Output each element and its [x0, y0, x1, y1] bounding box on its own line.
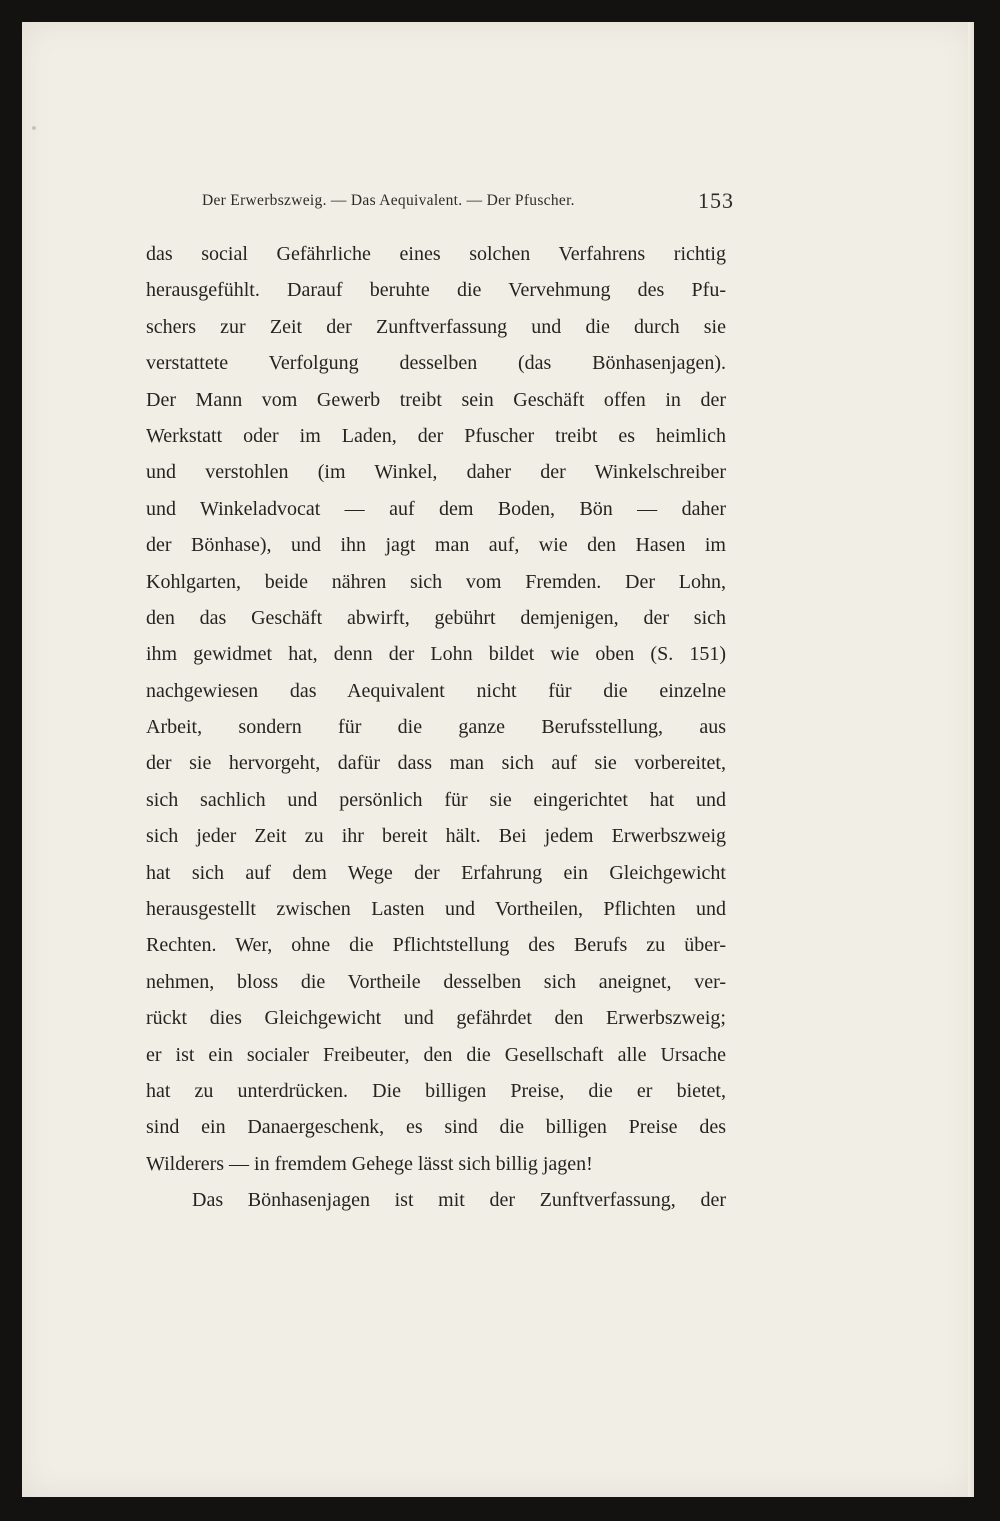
text-line: Wilderers — in fremdem Gehege lässt sich billig jagen! [146, 1152, 593, 1175]
text-line: den das Geschäft abwirft, gebührt demjenigen, der sich [146, 606, 726, 629]
paper-speck [32, 126, 36, 130]
text-line: herausgestellt zwischen Lasten und Vortheilen, Pflichten und [146, 898, 726, 921]
text-line: das social Gefährliche eines solchen Verfahrens richtig [146, 243, 726, 265]
page-number: 153 [698, 188, 734, 213]
body-text [146, 236, 726, 1219]
text-line: rückt dies Gleichgewicht und gefährdet den Erwerbszweig; [146, 1007, 726, 1030]
running-head [202, 188, 734, 216]
text-line: nachgewiesen das Aequivalent nicht für die einzelne [146, 679, 726, 702]
text-line: sich sachlich und persönlich für sie eingerichtet hat und [146, 788, 726, 811]
text-line: schers zur Zeit der Zunftverfassung und die durch sie [146, 315, 726, 338]
text-line: sich jeder Zeit zu ihr bereit hält. Bei jedem Erwerbszweig [146, 825, 726, 848]
text-line: der sie hervorgeht, dafür dass man sich auf sie vorbereitet, [146, 752, 726, 775]
text-line: hat zu unterdrücken. Die billigen Preise, die er bietet, [146, 1079, 726, 1102]
text-line: und verstohlen (im Winkel, daher der Winkelschreiber [146, 461, 726, 484]
text-line: nehmen, bloss die Vortheile desselben sich aneignet, ver- [146, 970, 726, 993]
text-line: Arbeit, sondern für die ganze Berufsstellung, aus [146, 716, 726, 739]
text-line: der Bönhase), und ihn jagt man auf, wie den Hasen im [146, 534, 726, 557]
text-line: Der Mann vom Gewerb treibt sein Geschäft offen in der [146, 388, 726, 411]
text-line: er ist ein socialer Freibeuter, den die Gesellschaft alle Ursache [146, 1043, 726, 1066]
text-line: sind ein Danaergeschenk, es sind die billigen Preise des [146, 1116, 726, 1139]
running-head-title: Der Erwerbszweig. — Das Aequivalent. — Der Pfuscher. [202, 192, 575, 209]
text-line: Kohlgarten, beide nähren sich vom Fremden. Der Lohn, [146, 570, 726, 593]
text-line: und Winkeladvocat — auf dem Boden, Bön — daher [146, 497, 726, 520]
text-line: Rechten. Wer, ohne die Pflichtstellung des Berufs zu über- [146, 934, 726, 957]
text-line: Das Bönhasenjagen ist mit der Zunftverfassung, der [192, 1189, 726, 1212]
text-line: Werkstatt oder im Laden, der Pfuscher treibt es heimlich [146, 424, 726, 447]
text-line: herausgefühlt. Darauf beruhte die Vervehmung des Pfu- [146, 279, 726, 302]
text-line: hat sich auf dem Wege der Erfahrung ein Gleichgewicht [146, 861, 726, 884]
text-line: verstattete Verfolgung desselben (das Bönhasenjagen). [146, 352, 726, 375]
text-line: ihm gewidmet hat, denn der Lohn bildet wie oben (S. 151) [146, 643, 726, 666]
page-edge [968, 22, 974, 1497]
